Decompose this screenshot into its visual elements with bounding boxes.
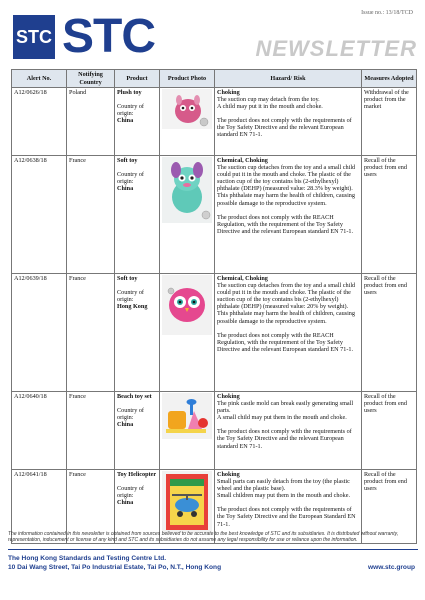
hazard-title: Choking (217, 89, 240, 96)
hazard-cell (215, 274, 362, 392)
notifying-country: France (67, 274, 115, 392)
beach-toy-set-photo (162, 393, 212, 439)
product-name: Plush toy (117, 89, 142, 96)
hazard-detail: Small parts can easily detach from the toy (the plastic wheel and the plastic base). (217, 478, 350, 493)
hazard-detail: The suction cup detaches from the toy and a small child could put it in the mouth and choke. The plastic of the suction cup of the toy contains bis (2-ethylhexyl) phthalate (DEHP) (measured value: 28.3% by weight). This phthalate may harm the health of children, causing possible damage to the reproductive system. (217, 164, 356, 207)
product-cell (115, 392, 160, 470)
pink-owl-toy-photo (162, 275, 212, 335)
column-header-country: Notifying Country (67, 70, 115, 88)
issue-number: Issue no.: 13/18/TCD (361, 10, 413, 16)
hazard-compliance: The product does not comply with the requirements of the Toy Safety Directive and the relevant European standard EN 71-1. (217, 117, 352, 139)
stc-logo-mark: STC (13, 15, 55, 59)
origin-country: China (117, 185, 134, 193)
origin-label: Country of origin: (117, 103, 144, 118)
notifying-country: France (67, 156, 115, 274)
alert-number: A12/0626/18 (12, 88, 67, 156)
hazard-detail: A child may put it in the mouth and choke. (217, 103, 323, 111)
origin-label: Country of origin: (117, 289, 144, 304)
hazard-detail: The pink castle mold can break easily generating small parts. (217, 400, 354, 415)
newsletter-title: NEWSLETTER (255, 36, 417, 61)
measures-adopted: Recall of the product from end users (362, 470, 417, 544)
notifying-country: France (67, 392, 115, 470)
notifying-country: Poland (67, 88, 115, 156)
product-cell (115, 274, 160, 392)
hazard-compliance: The product does not comply with the REACH Regulation, with the requirement of the Toy Safety Directive and the relevant European standard EN 71-1. (217, 331, 354, 353)
hazard-title: Choking (217, 471, 240, 478)
newsletter-header (0, 0, 425, 70)
photo-cell (160, 392, 215, 470)
footer-divider (8, 549, 418, 550)
hazard-compliance: The product does not comply with the requirements of the Toy Safety Directive and the relevant European standard EN 71-1. (217, 428, 352, 450)
product-name: Toy Helicopter (117, 471, 157, 478)
product-name: Beach toy set (117, 393, 152, 400)
hazard-cell (215, 392, 362, 470)
column-header-photo: Product Photo (160, 70, 215, 88)
column-header-hazard: Hazard/ Risk (215, 70, 362, 88)
measures-adopted: Withdrawal of the product from the market (362, 88, 417, 156)
origin-label: Country of origin: (117, 485, 144, 500)
alert-number: A12/0639/18 (12, 274, 67, 392)
origin-country: China (117, 499, 134, 507)
soft-toy-photo (162, 157, 212, 223)
measures-adopted: Recall of the product from end users (362, 392, 417, 470)
table-row (12, 156, 417, 274)
photo-cell (160, 156, 215, 274)
product-cell (115, 88, 160, 156)
hazard-title: Chemical, Choking (217, 157, 268, 164)
hazard-detail: The suction cup may detach from the toy. (217, 96, 320, 104)
toy-helicopter-box-photo (162, 471, 212, 533)
origin-label: Country of origin: (117, 407, 144, 422)
product-alert-table (11, 69, 417, 544)
table-row (12, 88, 417, 156)
measures-adopted: Recall of the product from end users (362, 156, 417, 274)
notifying-country: France (67, 470, 115, 544)
origin-country: China (117, 117, 134, 125)
product-cell (115, 156, 160, 274)
alert-number: A12/0640/18 (12, 392, 67, 470)
hazard-title: Chemical, Choking (217, 275, 268, 282)
website-link[interactable]: www.stc.group (367, 564, 415, 571)
hazard-cell (215, 88, 362, 156)
photo-cell (160, 274, 215, 392)
hazard-detail: The suction cup detaches from the toy and a small child could put it in the mouth and choke. The plastic of the suction cup of the toy contains bis (2-ethylhexyl) phthalate (DEHP) (measured value: 20% by weight). This phthalate may harm the health of children, causing possible damage to the reproductive system. (217, 282, 356, 325)
hazard-compliance: The product does not comply with the REACH Regulation, with the requirement of the Toy Safety Directive and the relevant European standard EN 71-1. (217, 213, 354, 235)
hazard-detail: A small child may put them in the mouth and choke. (217, 414, 347, 422)
measures-adopted: Recall of the product from end users (362, 274, 417, 392)
origin-label: Country of origin: (117, 171, 144, 186)
disclaimer-text: The information contained in this newsletter is obtained from sources believed to be accurate to the best knowledge of STC and its subsidiaries. It is distributed without warranty, representation, inducement or license of any kind and STC and its subsidiaries do not assume any legal responsibility for use or reliance upon the information. (8, 531, 399, 543)
table-row (12, 392, 417, 470)
hazard-cell (215, 156, 362, 274)
alert-number: A12/0638/18 (12, 156, 67, 274)
alert-number: A12/0641/18 (12, 470, 67, 544)
product-name: Soft toy (117, 157, 138, 164)
plush-toy-photo (162, 89, 212, 129)
photo-cell (160, 88, 215, 156)
column-header-product: Product (115, 70, 160, 88)
origin-country: Hong Kong (117, 303, 148, 311)
product-name: Soft toy (117, 275, 138, 282)
hazard-compliance: The product does not comply with the requirements of the Toy Safety Directive and the European Standard EN 71-1. (217, 506, 356, 528)
hazard-detail: Small children may put them in the mouth and choke. (217, 492, 351, 500)
hazard-title: Choking (217, 393, 240, 400)
company-address: 10 Dai Wang Street, Tai Po Industrial Estate, Tai Po, N.T., Hong Kong (8, 564, 222, 571)
table-row (12, 274, 417, 392)
column-header-measures: Measures Adopted (362, 70, 417, 88)
company-name: The Hong Kong Standards and Testing Centre Ltd. (8, 555, 167, 562)
stc-logo-text: STC (62, 10, 155, 63)
column-header-alert-no: Alert No. (12, 70, 67, 88)
origin-country: China (117, 421, 134, 429)
